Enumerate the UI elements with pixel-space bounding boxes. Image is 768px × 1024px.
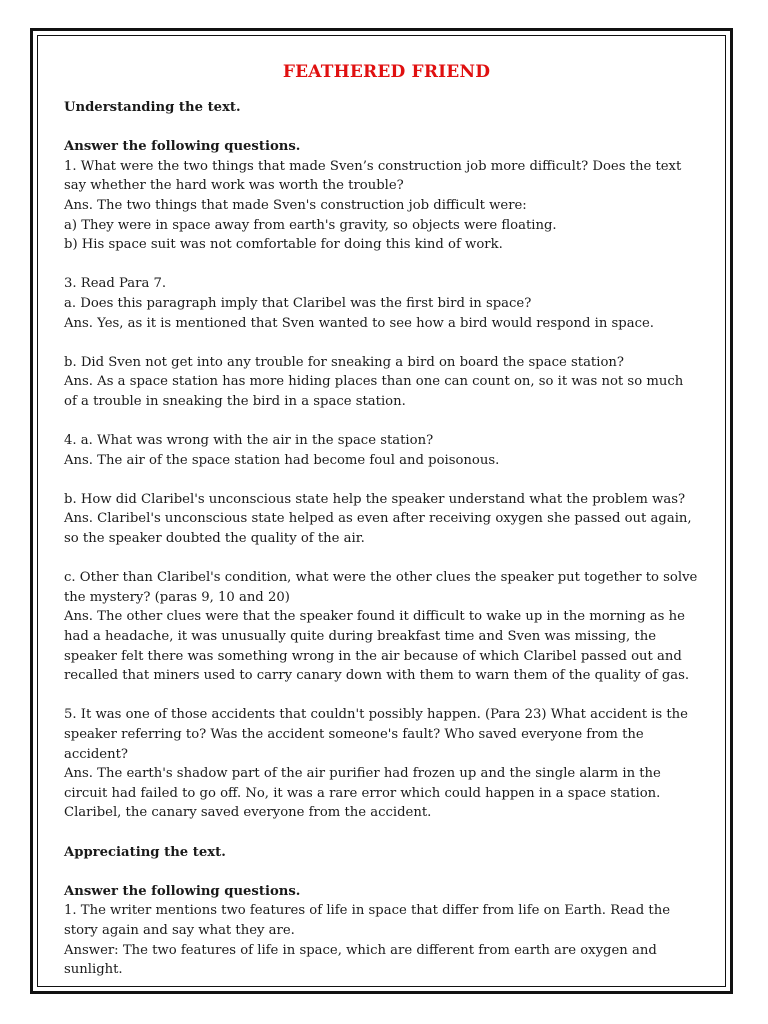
text-line: Ans. The two things that made Sven's construction job difficult were: [64,197,527,213]
paragraph-gap [64,549,709,569]
paragraph-gap [64,862,709,882]
document-title: FEATHERED FRIEND [282,62,491,82]
text-line: had a headache, it was unusually quite during breakfast time and Sven was missing, the [64,629,656,645]
section-heading: Understanding the text. [64,100,241,115]
text-line: say whether the hard work was worth the trouble? [64,178,404,194]
text-line: 1. The writer mentions two features of life in space that differ from life on Earth. Read the [64,903,671,919]
text-line: b. How did Claribel's unconscious state help the speaker understand what the problem was? [64,491,686,507]
document-body [64,58,709,980]
text-line: Ans. As a space station has more hiding places than one can count on, so it was not so much [64,374,684,390]
text-line: Ans. Claribel's unconscious state helped as even after receiving oxygen she passed out again, [64,511,692,527]
text-line: Answer: The two features of life in space, which are different from earth are oxygen and [64,942,657,958]
text-line: b) His space suit was not comfortable for doing this kind of work. [64,237,503,253]
text-line: so the speaker doubted the quality of the air. [64,531,365,547]
text-line: sunlight. [64,962,123,978]
paragraph-gap [64,686,709,706]
text-line: Ans. The earth's shadow part of the air purifier had frozen up and the single alarm in the [64,766,661,782]
text-line: 1. What were the two things that made Sven’s construction job more difficult? Does the text [64,158,682,174]
text-line: the mystery? (paras 9, 10 and 20) [64,589,290,605]
text-line: speaker felt there was something wrong in the air because of which Claribel passed out and [64,648,682,664]
text-line: a) They were in space away from earth's gravity, so objects were floating. [64,217,557,233]
text-line: story again and say what they are. [64,922,295,938]
section-heading: Answer the following questions. [64,139,301,155]
section-heading: Appreciating the text. [64,844,226,860]
text-line: Ans. The other clues were that the speaker found it difficult to wake up in the morning as he [64,609,685,625]
text-line: speaker referring to? Was the accident someone's fault? Who saved everyone from the [64,727,644,742]
text-line: Ans. The air of the space station had become foul and poisonous. [64,452,500,468]
paragraph-gap [64,470,709,490]
text-line: accident? [64,746,128,762]
text-line: b. Did Sven not get into any trouble for sneaking a bird on board the space station? [64,354,624,370]
text-line: of a trouble in sneaking the bird in a space station. [64,393,406,409]
text-line: a. Does this paragraph imply that Claribel was the first bird in space? [64,295,532,311]
text-line: Claribel, the canary saved everyone from the accident. [64,805,432,821]
paragraph-gap [64,823,709,843]
text-line: 5. It was one of those accidents that couldn't possibly happen. (Para 23) What accident is the [64,707,688,723]
text-line: 3. Read Para 7. [64,276,167,292]
paragraph-gap [64,333,709,353]
text-line: Ans. Yes, as it is mentioned that Sven wanted to see how a bird would respond in space. [64,315,654,331]
text-line: c. Other than Claribel's condition, what were the other clues the speaker put together to solve [64,570,698,586]
paragraph-gap [64,255,709,275]
paragraph-gap [64,412,709,432]
text-line: recalled that miners used to carry canary down with them to warn them of the quality of gas. [64,668,690,684]
text-line: circuit had failed to go off. No, it was a rare error which could happen in a space station. [64,785,661,801]
text-line: 4. a. What was wrong with the air in the space station? [64,433,434,449]
document-lines [64,98,709,980]
section-heading: Answer the following questions. [64,883,301,899]
paragraph-gap [64,118,709,138]
